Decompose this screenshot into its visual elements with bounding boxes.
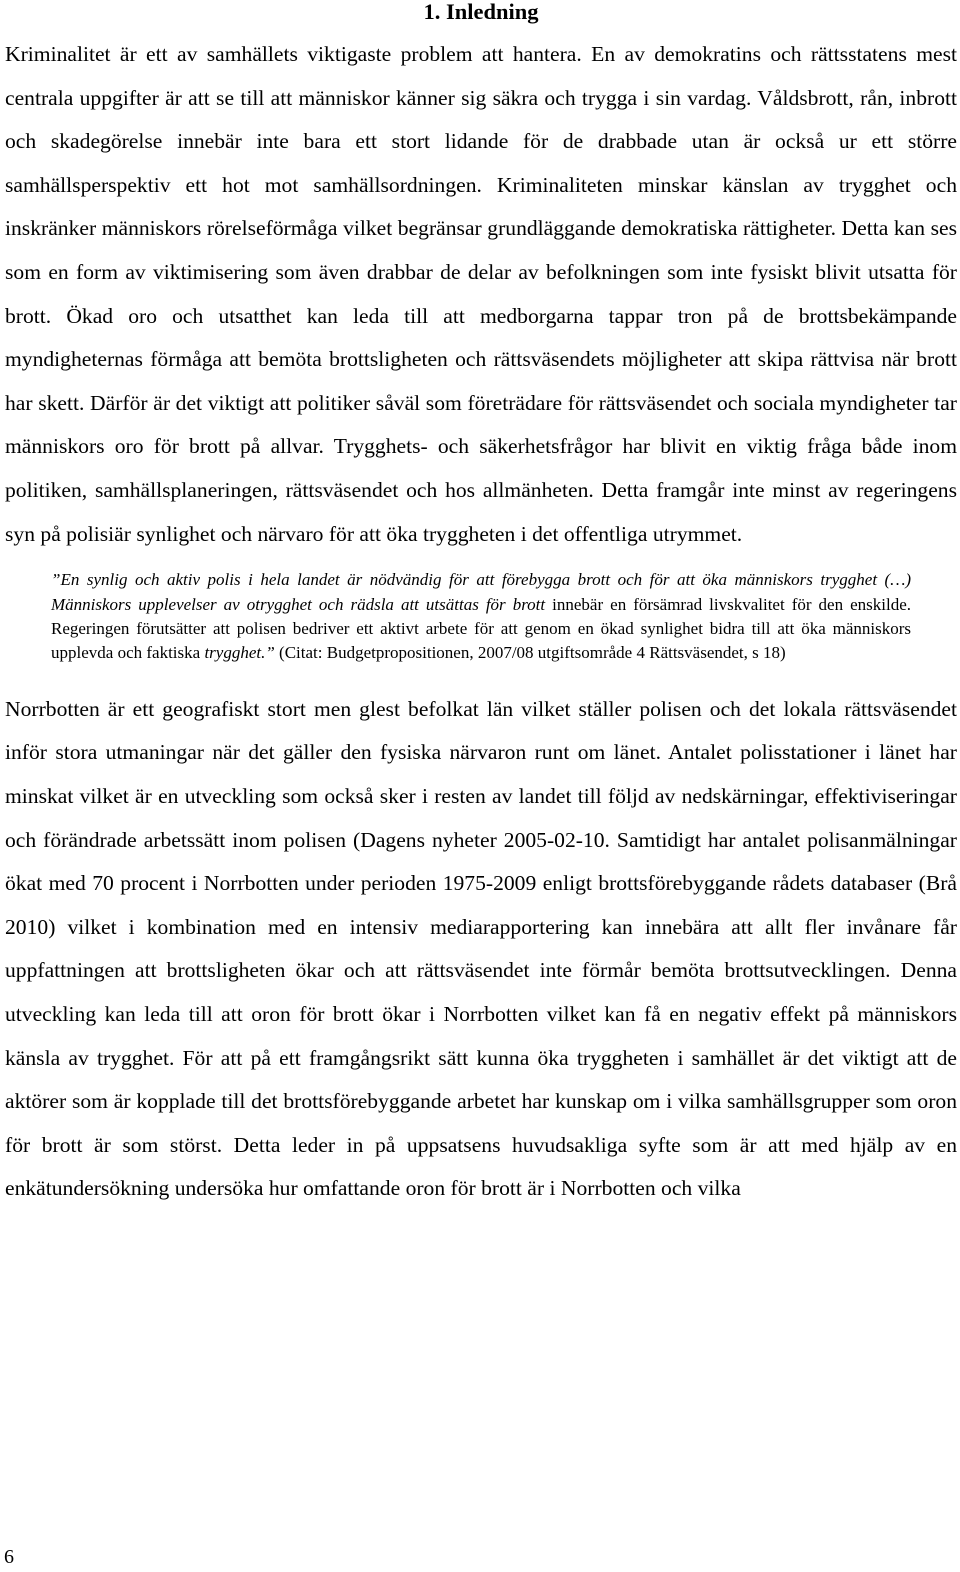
quote-citation: (Citat: Budgetpropositionen, 2007/08 utgiftsområde 4 Rättsväsendet, s 18) <box>279 643 786 663</box>
section-heading: 1. Inledning <box>423 0 539 24</box>
document-page <box>5 0 957 1211</box>
block-quote <box>51 568 911 666</box>
body-paragraph-intro: Kriminalitet är ett av samhällets viktigaste problem att hantera. En av demokratins och rättsstatens mest centrala uppgifter är att se till att människor känner sig säkra och trygga i sin vardag. Våldsbrott, rån, inbrott och skadegörelse innebär inte bara ett stort lidande för de drabbade utan är också ur ett större samhällsperspektiv ett hot mot samhällsordningen. Kriminaliteten minskar känslan av trygghet och inskränker människors rörelseförmåga vilket begränsar grundläggande demokratiska rättigheter. Detta kan ses som en form av viktimisering som även drabbar de delar av befolkningen som inte fysiskt blivit utsatta för brott. Ökad oro och utsatthet kan leda till att medborgarna tappar tron på de brottsbekämpande myndigheternas förmåga att bemöta brottsligheten och rättsväsendets möjligheter att skipa rättvisa när brott har skett. Därför är det viktigt att politiker såväl som företrädare för rättsväsendet och sociala myndigheter tar människors oro för brott på allvar. Trygghets- och säkerhetsfrågor har blivit en viktig fråga både inom politiken, samhällsplaneringen, rättsväsendet och hos allmänheten. Detta framgår inte minst av regeringens syn på polisiär synlighet och närvaro för att öka tryggheten i det offentliga utrymmet. <box>5 42 957 546</box>
quote-middle: innebär en försämrad livskvalitet för den enskilde. Regeringen förutsätter att polisen bedriver ett aktivt arbete för att genom en ökad synlighet bidra till att öka människors upplevda och faktiska <box>51 594 912 663</box>
page-number: 6 <box>4 1546 14 1568</box>
quote-italic-end: trygghet.” <box>204 643 275 663</box>
body-paragraph-norrbotten: Norrbotten är ett geografiskt stort men glest befolkat län vilket ställer polisen och det lokala rättsväsendet inför stora utmaningar när det gäller den fysiska närvaron runt om länet. Antalet polisstationer i länet har minskat vilket är en utveckling som också sker i resten av landet till följd av nedskärningar, effektiviseringar och förändrade arbetssätt inom polisen (Dagens nyheter 2005-02-10. Samtidigt har antalet polisanmälningar ökat med 70 procent i Norrbotten under perioden 1975-2009 enligt brottsförebyggande rådets databaser (Brå 2010) vilket i kombination med en intensiv mediarapportering kan innebära att allt fler invånare får uppfattningen att brottsligheten ökar och att rättsväsendet inte förmår bemöta brottsutvecklingen. Denna utveckling kan leda till att oron för brott ökar i Norrbotten vilket kan få en negativ effekt på människors känsla av trygghet. För att på ett framgångsrikt sätt kunna öka tryggheten i samhället är det viktigt att de aktörer som är kopplade till det brottsförebyggande arbetet har kunskap om i vilka samhällsgrupper som oron för brott är som störst. Detta leder in på uppsatsens huvudsakliga syfte som är att med hjälp av en enkätundersökning undersöka hur omfattande oron för brott är i Norrbotten och vilka <box>5 696 957 1201</box>
quote-italic-start: ”En synlig och aktiv polis i hela landet är nödvändig för att förebygga brott och för att öka människors trygghet (…) Människors upplevelser av otrygghet och rädsla att utsättas för brott <box>51 570 911 614</box>
